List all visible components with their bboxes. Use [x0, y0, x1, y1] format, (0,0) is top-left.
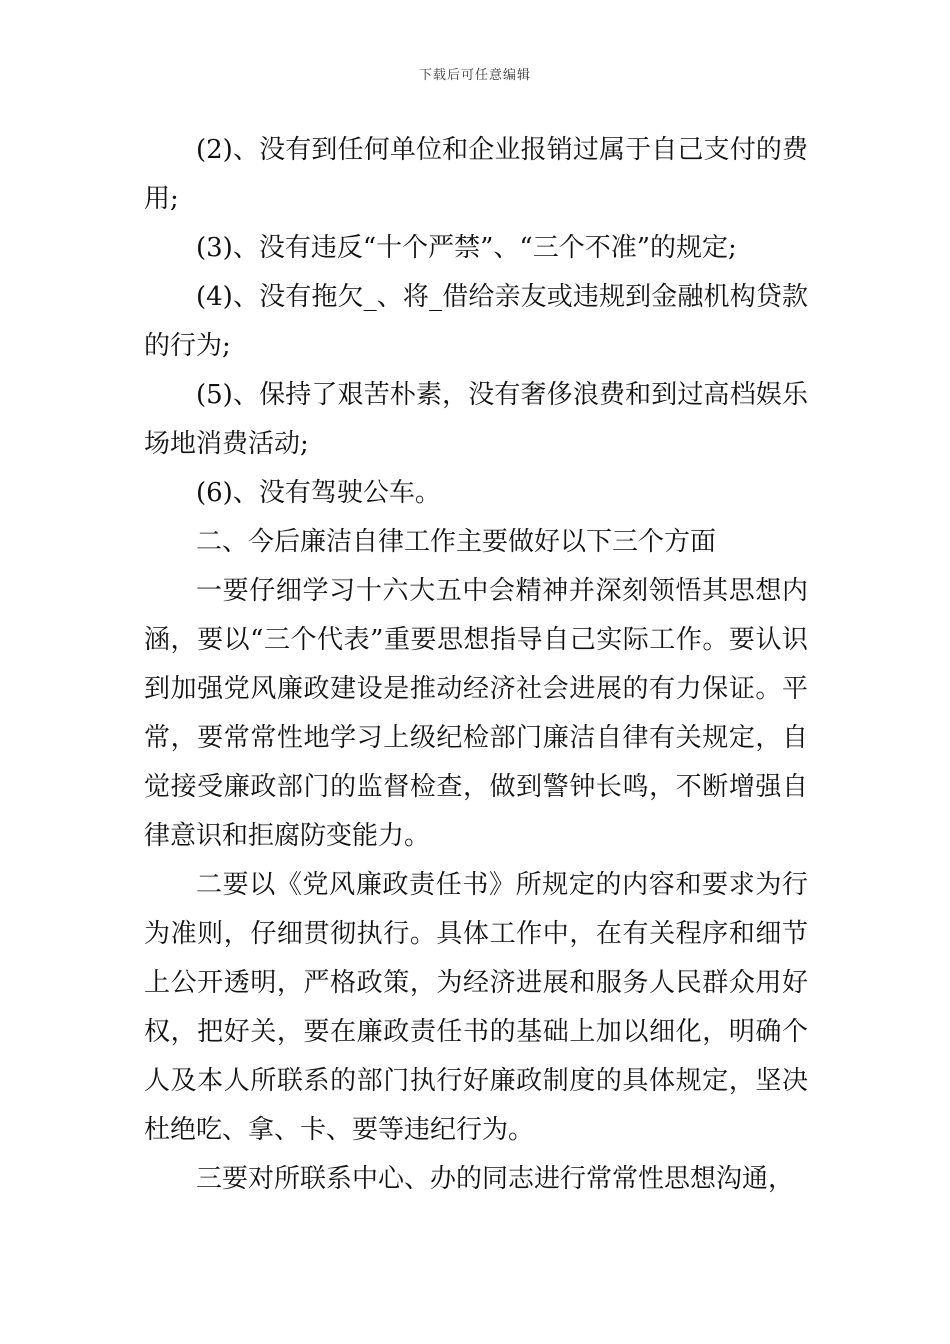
paragraph-third-point: 三要对所联系中心、办的同志进行常常性思想沟通，: [196, 1164, 795, 1194]
paragraph-item-4: (4)、没有拖欠_、将_借给亲友或违规到金融机构贷款的行为;: [144, 282, 808, 361]
paragraph-item-2: (2)、没有到任何单位和企业报销过属于自己支付的费用;: [144, 135, 808, 214]
paragraph-item-5: (5)、保持了艰苦朴素，没有奢侈浪费和到过高档娱乐场地消费活动;: [144, 380, 808, 459]
document-body: [144, 126, 808, 1204]
paragraph-first-point: 一要仔细学习十六大五中会精神并深刻领悟其思想内涵，要以“三个代表”重要思想指导自己实际工作。要认识到加强党风廉政建设是推动经济社会进展的有力保证。平常，要常常性地学习上级纪检部门廉洁自律有关规定，自觉接受廉政部门的监督检查，做到警钟长鸣，不断增强自律意识和拒腐防变能力。: [144, 576, 808, 851]
paragraph-item-6: (6)、没有驾驶公车。: [196, 478, 441, 508]
section-heading: 二、今后廉洁自律工作主要做好以下三个方面: [196, 527, 717, 557]
paragraph-second-point: 二要以《党风廉政责任书》所规定的内容和要求为行为准则，仔细贯彻执行。具体工作中，在有关程序和细节上公开透明，严格政策，为经济进展和服务人民群众用好权，把好关，要在廉政责任书的基础上加以细化，明确个人及本人所联系的部门执行好廉政制度的具体规定，坚决杜绝吃、拿、卡、要等违纪行为。: [144, 870, 808, 1145]
page-header: 下载后可任意编辑: [418, 68, 531, 83]
paragraph-item-3: (3)、没有违反“十个严禁”、“三个不准”的规定;: [196, 233, 737, 263]
